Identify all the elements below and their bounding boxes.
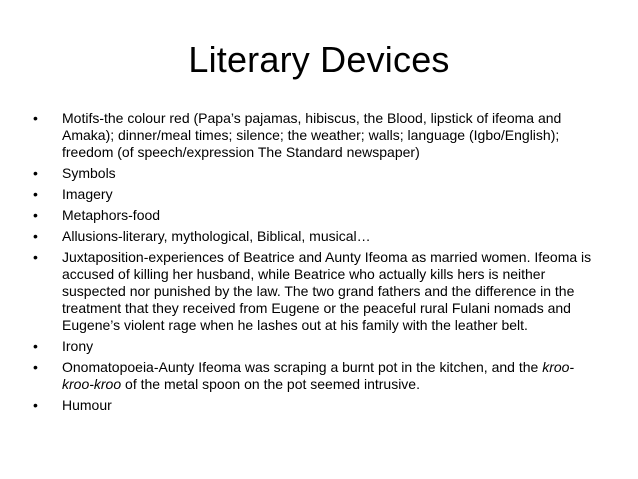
bullet-marker: • xyxy=(33,338,38,354)
bullet-imagery xyxy=(33,186,603,203)
bullet-text: Symbols xyxy=(62,165,116,181)
bullet-marker: • xyxy=(33,359,38,375)
bullet-marker: • xyxy=(33,110,38,126)
bullet-marker: • xyxy=(33,249,38,265)
bullet-text xyxy=(62,359,574,392)
bullet-marker: • xyxy=(33,397,38,413)
bullet-marker: • xyxy=(33,186,38,202)
bullet-text: Irony xyxy=(62,338,94,354)
bullet-text: Allusions-literary, mythological, Biblical, musical… xyxy=(62,228,371,244)
bullet-text: Motifs-the colour red (Papa’s pajamas, hibiscus, the Blood, lipstick of ifeoma and Amaka); dinner/meal times; silence; the weather; walls; language (Igbo/English); freedom (of speech/expression The Standard newspaper) xyxy=(62,110,562,160)
bullet-irony xyxy=(33,338,603,355)
bullet-list xyxy=(33,110,603,418)
bullet-text: Humour xyxy=(62,397,112,413)
bullet-onomatopoeia xyxy=(33,359,603,393)
slide-title: Literary Devices xyxy=(188,39,450,80)
bullet-text: Juxtaposition-experiences of Beatrice and Aunty Ifeoma as married women. Ifeoma is accused of killing her husband, while Beatrice who actually kills hers is neither suspected nor punished by the law. The two grand fathers and the difference in the treatment that they received from Eugene or the peaceful rural Fulani nomads and Eugene’s violent rage when he lashes out at his family with the leather belt. xyxy=(62,249,592,333)
bullet-marker: • xyxy=(33,228,38,244)
bullet-marker: • xyxy=(33,165,38,181)
bullet-symbols xyxy=(33,165,603,182)
bullet-text-after: of the metal spoon on the pot seemed intrusive. xyxy=(121,376,420,392)
bullet-text-before: Onomatopoeia-Aunty Ifeoma was scraping a burnt pot in the kitchen, and the xyxy=(62,359,543,375)
bullet-metaphors xyxy=(33,207,603,224)
bullet-text: Metaphors-food xyxy=(62,207,161,223)
bullet-allusions xyxy=(33,228,603,245)
bullet-humour xyxy=(33,397,603,414)
bullet-text-italic: kroo-kroo-kroo xyxy=(62,359,575,392)
bullet-text: Imagery xyxy=(62,186,113,202)
bullet-motifs xyxy=(33,110,603,161)
bullet-marker: • xyxy=(33,207,38,223)
bullet-juxtaposition xyxy=(33,249,603,334)
